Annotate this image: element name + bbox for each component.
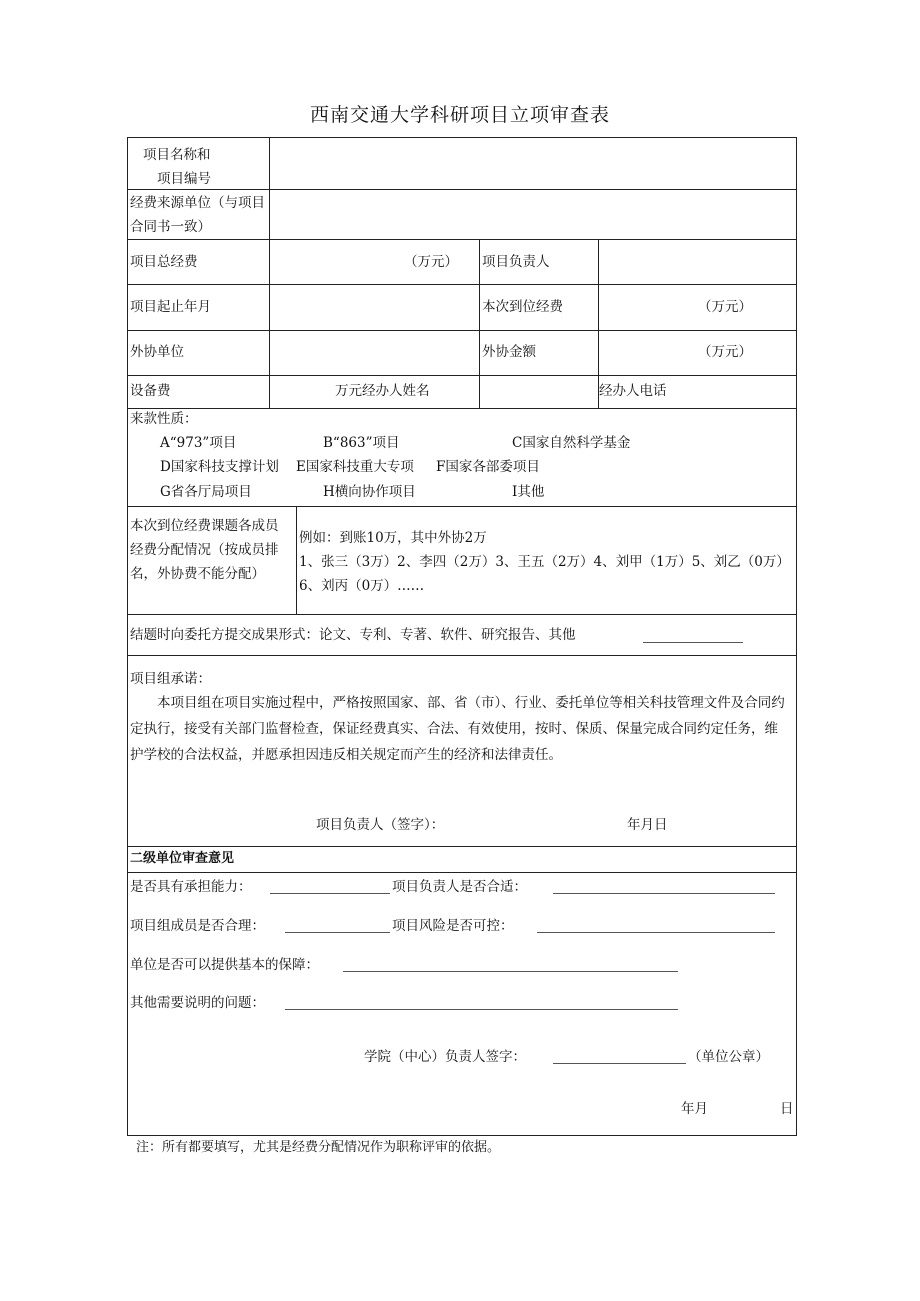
nature-option-f: F国家各部委项目 [436,459,540,475]
row-divider [127,189,797,190]
row-divider [127,872,797,873]
form-title: 西南交通大学科研项目立项审查表 [309,104,610,126]
commitment-body: 本项目组在项目实施过程中，严格按照国家、部、省（市）、行业、委托单位等相关科技管理文件及合同约定执行，接受有关部门监督检查，保证经费真实、合法、有效使用，按时、保质、保量完成合同约定任务，维护学校的合法权益，并愿承担因违反相关规定而产生的经济和法律责任。 [130,695,785,763]
row-divider [127,408,797,409]
commitment-date-label: 年月日 [627,817,668,833]
collab-amount-unit: （万元） [698,344,752,360]
column-divider [269,375,270,408]
dean-signature-blank[interactable] [553,1063,686,1064]
commitment-label: 项目组承诺： [130,671,211,687]
row-divider [127,614,797,615]
nature-option-e: E国家科技重大专项 [296,459,414,475]
row-divider [127,655,797,656]
total-funding-label: 项目总经费 [130,254,198,270]
risk-answer-blank[interactable] [537,932,775,933]
review-date-month: 年月 [681,1101,708,1117]
handler-phone-label: 经办人电话 [599,383,667,399]
column-divider [598,239,599,376]
nature-option-i: I其他 [512,484,545,500]
capability-answer-blank[interactable] [270,893,390,894]
funding-nature-label: 来款性质： [130,411,198,427]
current-funding-label: 本次到位经费 [482,299,563,315]
project-name-label: 项目名称和 [143,147,211,163]
nature-option-d: D国家科技支撑计划 [160,459,279,475]
funding-source-label: 经费来源单位（与项目合同书一致） [130,195,265,235]
support-answer-blank[interactable] [343,971,678,972]
leader-suitability-answer-blank[interactable] [553,893,775,894]
row-divider [127,239,797,240]
members-answer-blank[interactable] [285,932,390,933]
review-section-header: 二级单位审查意见 [130,851,235,866]
nature-option-c: C国家自然科学基金 [512,435,631,451]
dean-signature-label: 学院（中心）负责人签字： [364,1049,526,1065]
deliverables-label: 结题时向委托方提交成果形式：论文、专利、专著、软件、研究报告、其他 [130,627,576,643]
project-leader-label: 项目负责人 [482,254,550,270]
capability-question: 是否具有承担能力： [130,879,252,895]
other-issues-question: 其他需要说明的问题： [130,995,265,1011]
total-funding-unit: （万元） [404,254,458,270]
nature-option-g: G省各厅局项目 [160,484,252,500]
unit-seal-label: （单位公章） [688,1049,769,1065]
project-number-label: 项目编号 [157,171,211,187]
leader-suitability-question: 项目负责人是否合适： [392,879,527,895]
row-divider [127,375,797,376]
nature-option-h: H横向协作项目 [323,484,416,500]
collab-amount-label: 外协金额 [482,344,536,360]
equipment-fee-label: 设备费 [130,383,171,399]
row-divider [127,284,797,285]
leader-signature-label: 项目负责人（签字）： [316,817,445,833]
footnote: 注：所有都要填写，尤其是经费分配情况作为职称评审的依据。 [136,1140,501,1155]
allocation-label: 本次到位经费课题各成员经费分配情况（按成员排名，外协费不能分配） [130,518,279,582]
members-question: 项目组成员是否合理： [130,918,265,934]
column-divider [479,375,480,408]
current-funding-unit: （万元） [698,299,752,315]
row-divider [127,330,797,331]
collab-unit-label: 外协单位 [130,344,184,360]
row-divider [127,506,797,507]
handler-name-label: 万元经办人姓名 [335,383,430,399]
column-divider [269,137,270,376]
project-period-label: 项目起止年月 [130,299,211,315]
review-date-day: 日 [780,1101,794,1117]
deliverables-other-blank[interactable] [643,642,743,643]
column-divider [479,239,480,376]
allocation-example-line1: 例如：到账10万，其中外协2万 [299,530,487,546]
other-issues-answer-blank[interactable] [285,1009,678,1010]
nature-option-a: A“973”项目 [160,435,237,451]
nature-option-b: B“863”项目 [323,435,400,451]
column-divider [296,506,297,614]
allocation-example-line2: 1、张三（3万）2、李四（2万）3、王五（2万）4、刘甲（1万）5、刘乙（0万）6、刘丙（0万）…… [299,554,790,594]
risk-question: 项目风险是否可控： [392,918,514,934]
support-question: 单位是否可以提供基本的保障： [130,957,319,973]
